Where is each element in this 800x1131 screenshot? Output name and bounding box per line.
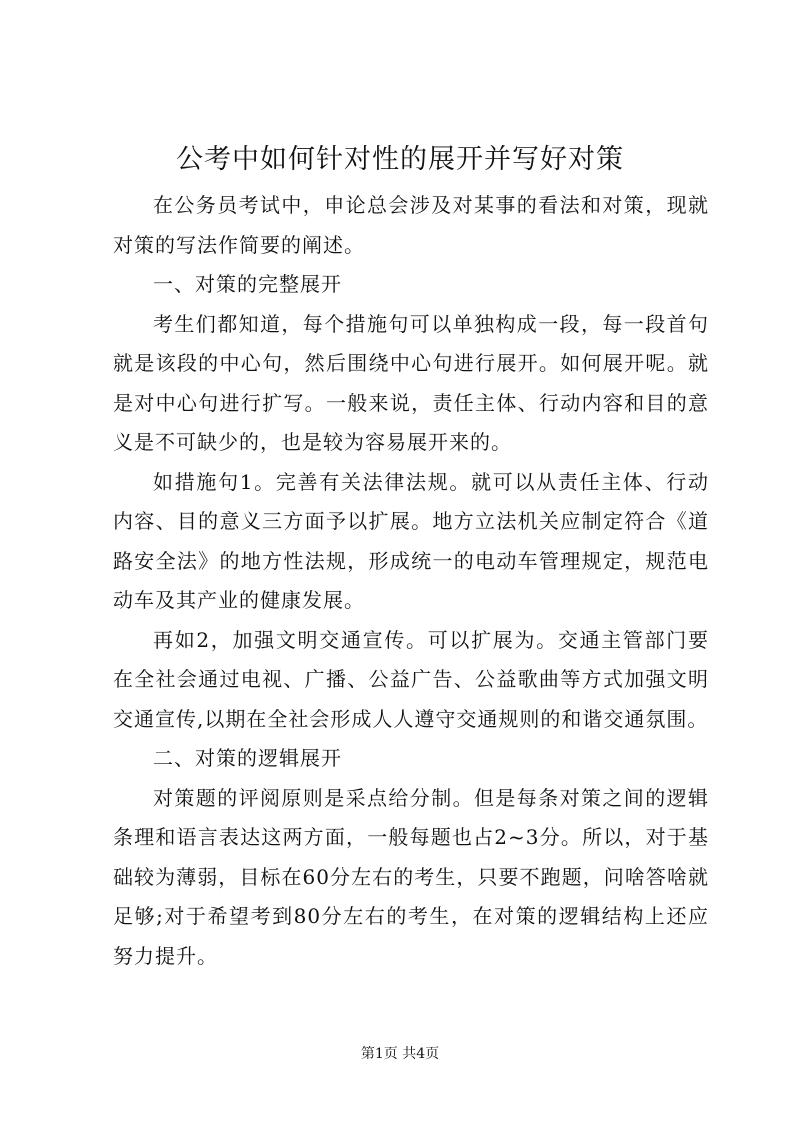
page-footer: 第1页 共4页 (360, 1046, 440, 1062)
paragraph: 对策题的评阅原则是采点给分制。但是每条对策之间的逻辑条理和语言表达这两方面，一般每题也占2~3分。所以，对于基础较为薄弱，目标在60分左右的考生，只要不跑题，问啥答啥就足够;对于希望考到80分左右的考生，在对策的逻辑结构上还应努力提升。 (113, 785, 709, 968)
document-body (113, 186, 709, 976)
section-heading-2: 二、对策的逻辑展开 (153, 746, 342, 770)
paragraph: 考生们都知道，每个措施句可以单独构成一段，每一段首句就是该段的中心句，然后围绕中心句进行展开。如何展开呢。就是对中心句进行扩写。一般来说，责任主体、行动内容和目的意义是不可缺少的，也是较为容易展开来的。 (113, 311, 709, 454)
section-heading-1: 一、对策的完整展开 (153, 272, 342, 296)
paragraph: 再如2，加强文明交通宣传。可以扩展为。交通主管部门要在全社会通过电视、广播、公益广告、公益歌曲等方式加强文明交通宣传,以期在全社会形成人人遵守交通规则的和谐交通氛围。 (113, 627, 709, 731)
paragraph: 如措施句1。完善有关法律法规。就可以从责任主体、行动内容、目的意义三方面予以扩展。地方立法机关应制定符合《道路安全法》的地方性法规，形成统一的电动车管理规定，规范电动车及其产业的健康发展。 (113, 469, 709, 612)
document-title: 公考中如何针对性的展开并写好对策 (176, 144, 624, 175)
paragraph-intro: 在公务员考试中，申论总会涉及对某事的看法和对策，现就对策的写法作简要的阐述。 (113, 193, 709, 257)
